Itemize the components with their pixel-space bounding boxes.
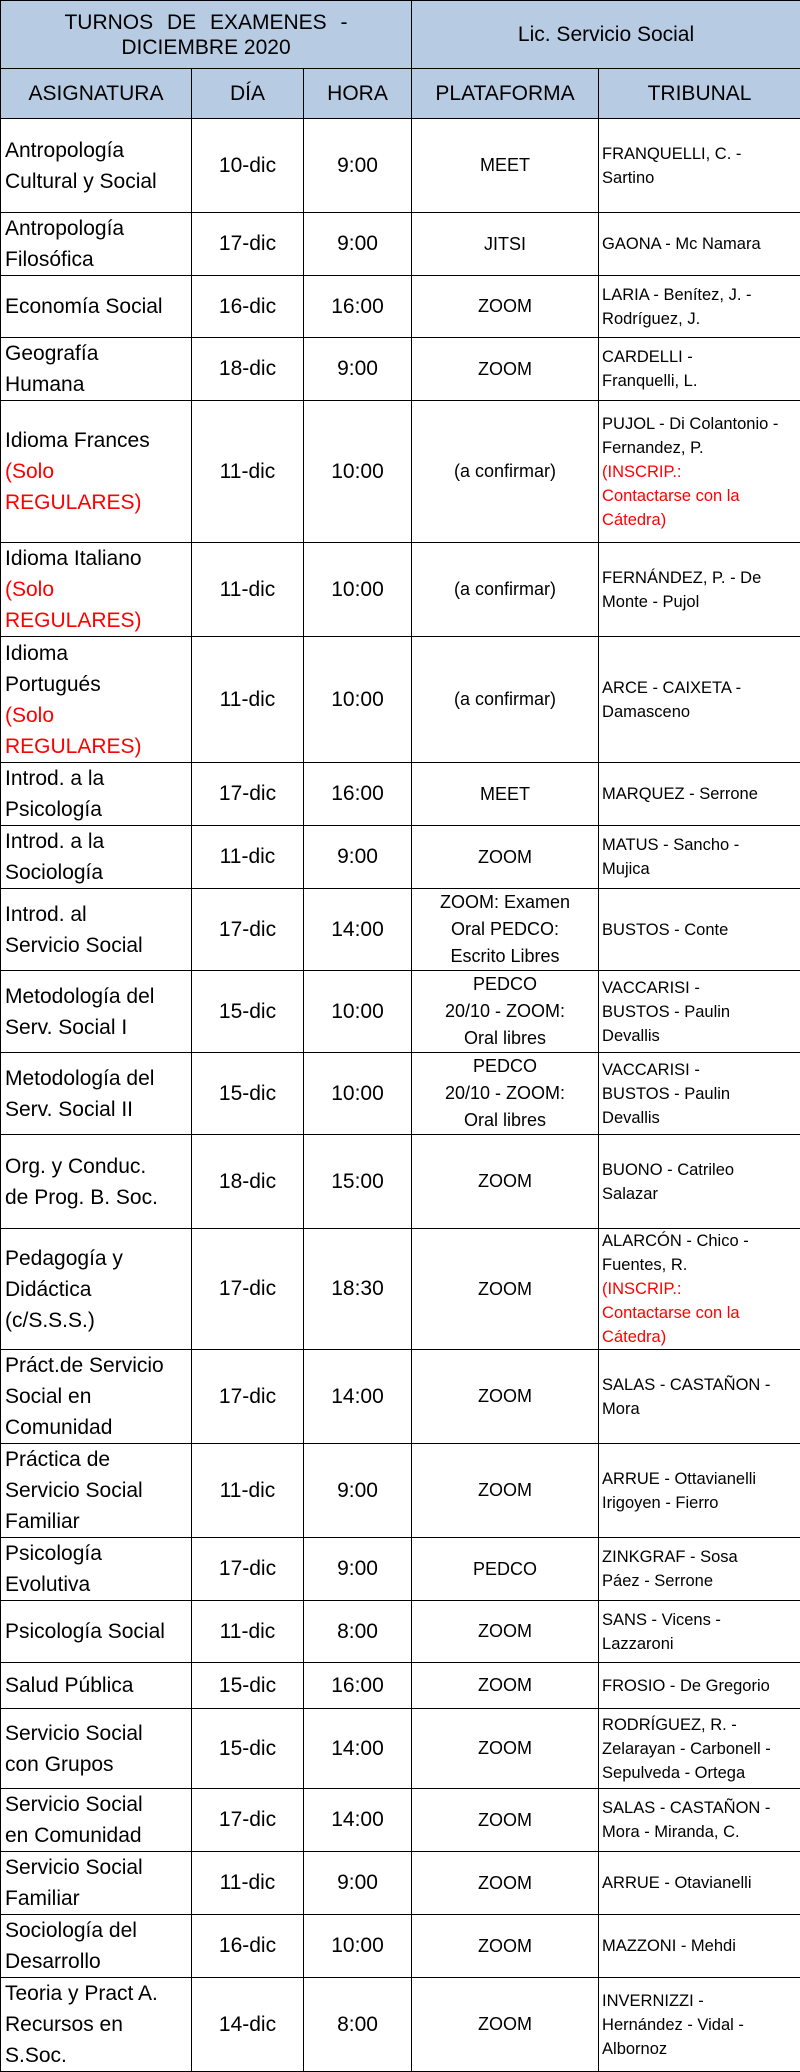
tribunal-line: PUJOL - Di Colantonio - — [602, 412, 800, 436]
inscription-note: Contactarse con la — [602, 484, 800, 508]
day-cell: 15-dic — [192, 971, 304, 1053]
inscription-note: Contactarse con la — [602, 1301, 800, 1325]
subject-line: Geografía — [5, 338, 191, 369]
hour-cell: 10:00 — [304, 637, 412, 763]
day-cell: 18-dic — [192, 1135, 304, 1229]
platform-line: ZOOM — [412, 1618, 598, 1645]
tribunal-line: Monte - Pujol — [602, 590, 800, 614]
subject-line: Práct.de Servicio — [5, 1350, 191, 1381]
day-cell: 17-dic — [192, 1538, 304, 1601]
hour-cell: 10:00 — [304, 543, 412, 637]
subject-line: Didáctica — [5, 1274, 191, 1305]
table-row — [1, 1709, 800, 1789]
platform-cell — [412, 213, 599, 276]
tribunal-line: BUSTOS - Paulin — [602, 1000, 800, 1024]
regulares-note: REGULARES) — [5, 487, 191, 518]
tribunal-line: SALAS - CASTAÑON - — [602, 1796, 800, 1820]
day-cell: 11-dic — [192, 401, 304, 543]
platform-line: ZOOM — [412, 356, 598, 383]
tribunal-line: Franquelli, L. — [602, 369, 800, 393]
day-cell: 11-dic — [192, 1852, 304, 1915]
subject-cell — [1, 1663, 192, 1709]
subject-cell — [1, 1135, 192, 1229]
tribunal-line: Fernandez, P. — [602, 436, 800, 460]
tribunal-cell — [599, 826, 800, 889]
regulares-note: REGULARES) — [5, 731, 191, 762]
subject-line: Antropología — [5, 213, 191, 244]
platform-line: ZOOM — [412, 1735, 598, 1762]
subject-cell — [1, 401, 192, 543]
day-cell: 17-dic — [192, 1350, 304, 1444]
platform-cell — [412, 1663, 599, 1709]
platform-line: PEDCO — [412, 1556, 598, 1583]
tribunal-line: Albornoz — [602, 2037, 800, 2061]
table-row — [1, 637, 800, 763]
subject-line: Servicio Social — [5, 1475, 191, 1506]
tribunal-line: Sartino — [602, 166, 800, 190]
inscription-note: (INSCRIP.: — [602, 460, 800, 484]
table-row — [1, 1601, 800, 1663]
subject-line: Serv. Social I — [5, 1012, 191, 1043]
tribunal-cell — [599, 1663, 800, 1709]
hour-cell: 9:00 — [304, 213, 412, 276]
day-cell: 18-dic — [192, 338, 304, 401]
platform-cell — [412, 763, 599, 826]
column-header-platform: PLATAFORMA — [412, 69, 599, 119]
table-row — [1, 1135, 800, 1229]
table-row — [1, 276, 800, 338]
platform-line: Escrito Libres — [412, 943, 598, 970]
tribunal-cell — [599, 637, 800, 763]
subject-line: Org. y Conduc. — [5, 1151, 191, 1182]
subject-cell — [1, 213, 192, 276]
table-row — [1, 826, 800, 889]
subject-line: Servicio Social — [5, 1789, 191, 1820]
tribunal-cell — [599, 1135, 800, 1229]
career-name: Lic. Servicio Social — [412, 1, 800, 69]
platform-cell — [412, 1444, 599, 1538]
subject-line: Desarrollo — [5, 1946, 191, 1977]
platform-line: ZOOM: Examen — [412, 889, 598, 916]
hour-cell: 16:00 — [304, 276, 412, 338]
subject-line: Pedagogía y — [5, 1243, 191, 1274]
tribunal-line: Mora — [602, 1397, 800, 1421]
hour-cell: 16:00 — [304, 1663, 412, 1709]
hour-cell: 14:00 — [304, 1709, 412, 1789]
inscription-note: Cátedra) — [602, 508, 800, 532]
tribunal-line: Devallis — [602, 1106, 800, 1130]
tribunal-cell — [599, 543, 800, 637]
subject-line: Humana — [5, 369, 191, 400]
tribunal-cell — [599, 1852, 800, 1915]
day-cell: 15-dic — [192, 1663, 304, 1709]
platform-line: (a confirmar) — [412, 576, 598, 603]
hour-cell: 14:00 — [304, 889, 412, 971]
subject-cell — [1, 1709, 192, 1789]
subject-line: Introd. a la — [5, 763, 191, 794]
hour-cell: 14:00 — [304, 1350, 412, 1444]
platform-line: ZOOM — [412, 1870, 598, 1897]
column-header-hour: HORA — [304, 69, 412, 119]
subject-line: Teoria y Pract A. — [5, 1978, 191, 2009]
tribunal-line: ARRUE - Otavianelli — [602, 1871, 800, 1895]
hour-cell: 9:00 — [304, 1538, 412, 1601]
table-row — [1, 1053, 800, 1135]
table-row — [1, 1789, 800, 1852]
tribunal-cell — [599, 338, 800, 401]
platform-line: PEDCO — [412, 1053, 598, 1080]
day-cell: 11-dic — [192, 637, 304, 763]
subject-line: de Prog. B. Soc. — [5, 1182, 191, 1213]
platform-line: ZOOM — [412, 1933, 598, 1960]
schedule-title-line1: TURNOS DE EXAMENES - — [1, 10, 411, 35]
subject-cell — [1, 1350, 192, 1444]
platform-cell — [412, 1915, 599, 1978]
platform-line: MEET — [412, 152, 598, 179]
subject-line: en Comunidad — [5, 1820, 191, 1851]
platform-line: ZOOM — [412, 1276, 598, 1303]
tribunal-line: Fuentes, R. — [602, 1253, 800, 1277]
hour-cell: 9:00 — [304, 119, 412, 213]
subject-cell — [1, 119, 192, 213]
platform-line: 20/10 - ZOOM: — [412, 998, 598, 1025]
table-row — [1, 543, 800, 637]
tribunal-line: GAONA - Mc Namara — [602, 232, 800, 256]
tribunal-line: Zelarayan - Carbonell - — [602, 1737, 800, 1761]
tribunal-line: BUSTOS - Paulin — [602, 1082, 800, 1106]
subject-line: Servicio Social — [5, 1718, 191, 1749]
platform-line: Oral PEDCO: — [412, 916, 598, 943]
subject-cell — [1, 763, 192, 826]
subject-cell — [1, 338, 192, 401]
day-cell: 17-dic — [192, 1229, 304, 1350]
platform-line: ZOOM — [412, 2011, 598, 2038]
tribunal-line: Damasceno — [602, 700, 800, 724]
platform-cell — [412, 971, 599, 1053]
platform-cell — [412, 1135, 599, 1229]
subject-line: Familiar — [5, 1506, 191, 1537]
subject-line: Filosófica — [5, 244, 191, 275]
column-header-row — [1, 69, 800, 119]
tribunal-cell — [599, 889, 800, 971]
table-row — [1, 401, 800, 543]
tribunal-cell — [599, 276, 800, 338]
subject-line: S.Soc. — [5, 2040, 191, 2071]
subject-line: Cultural y Social — [5, 166, 191, 197]
subject-cell — [1, 1601, 192, 1663]
tribunal-cell — [599, 1601, 800, 1663]
hour-cell: 16:00 — [304, 763, 412, 826]
hour-cell: 18:30 — [304, 1229, 412, 1350]
tribunal-line: VACCARISI - — [602, 1058, 800, 1082]
tribunal-cell — [599, 1350, 800, 1444]
table-row — [1, 889, 800, 971]
subject-cell — [1, 971, 192, 1053]
hour-cell: 9:00 — [304, 826, 412, 889]
subject-cell — [1, 1852, 192, 1915]
column-header-tribunal: TRIBUNAL — [599, 69, 800, 119]
table-row — [1, 1444, 800, 1538]
tribunal-line: ALARCÓN - Chico - — [602, 1229, 800, 1253]
platform-cell — [412, 1229, 599, 1350]
tribunal-line: LARIA - Benítez, J. - — [602, 283, 800, 307]
hour-cell: 10:00 — [304, 401, 412, 543]
hour-cell: 9:00 — [304, 1852, 412, 1915]
table-row — [1, 338, 800, 401]
tribunal-cell — [599, 1053, 800, 1135]
tribunal-cell — [599, 1444, 800, 1538]
tribunal-line: ARCE - CAIXETA - — [602, 676, 800, 700]
tribunal-cell — [599, 1709, 800, 1789]
tribunal-line: Rodríguez, J. — [602, 307, 800, 331]
subject-cell — [1, 1789, 192, 1852]
platform-line: ZOOM — [412, 1477, 598, 1504]
table-row — [1, 763, 800, 826]
subject-line: Economía Social — [5, 291, 191, 322]
hour-cell: 14:00 — [304, 1789, 412, 1852]
tribunal-cell — [599, 1789, 800, 1852]
subject-line: Psicología Social — [5, 1616, 191, 1647]
day-cell: 10-dic — [192, 119, 304, 213]
day-cell: 11-dic — [192, 826, 304, 889]
subject-line: Serv. Social II — [5, 1094, 191, 1125]
platform-cell — [412, 1350, 599, 1444]
tribunal-line: SANS - Vicens - — [602, 1608, 800, 1632]
subject-cell — [1, 1538, 192, 1601]
table-row — [1, 1915, 800, 1978]
subject-line: Idioma Italiano — [5, 543, 191, 574]
schedule-title-line2: DICIEMBRE 2020 — [1, 35, 411, 60]
platform-line: MEET — [412, 781, 598, 808]
platform-cell — [412, 1538, 599, 1601]
table-row — [1, 119, 800, 213]
tribunal-line: Irigoyen - Fierro — [602, 1491, 800, 1515]
column-header-day: DÍA — [192, 69, 304, 119]
inscription-note: (INSCRIP.: — [602, 1277, 800, 1301]
day-cell: 15-dic — [192, 1709, 304, 1789]
subject-line: (c/S.S.S.) — [5, 1305, 191, 1336]
tribunal-line: VACCARISI - — [602, 976, 800, 1000]
table-row — [1, 1852, 800, 1915]
hour-cell: 8:00 — [304, 1978, 412, 2072]
platform-cell — [412, 119, 599, 213]
subject-line: Sociología — [5, 857, 191, 888]
platform-line: ZOOM — [412, 1807, 598, 1834]
tribunal-line: CARDELLI - — [602, 345, 800, 369]
platform-line: (a confirmar) — [412, 686, 598, 713]
tribunal-line: MAZZONI - Mehdi — [602, 1934, 800, 1958]
subject-line: Metodología del — [5, 981, 191, 1012]
subject-cell — [1, 1444, 192, 1538]
subject-line: Social en — [5, 1381, 191, 1412]
hour-cell: 8:00 — [304, 1601, 412, 1663]
tribunal-line: Páez - Serrone — [602, 1569, 800, 1593]
subject-line: Servicio Social — [5, 1852, 191, 1883]
tribunal-line: BUONO - Catrileo — [602, 1158, 800, 1182]
subject-cell — [1, 637, 192, 763]
subject-cell — [1, 826, 192, 889]
tribunal-line: INVERNIZZI - — [602, 1989, 800, 2013]
hour-cell: 15:00 — [304, 1135, 412, 1229]
subject-line: Psicología — [5, 794, 191, 825]
platform-cell — [412, 401, 599, 543]
table-row — [1, 1538, 800, 1601]
tribunal-line: Hernández - Vidal - — [602, 2013, 800, 2037]
tribunal-line: FERNÁNDEZ, P. - De — [602, 566, 800, 590]
tribunal-line: Sepulveda - Ortega — [602, 1761, 800, 1785]
subject-cell — [1, 276, 192, 338]
subject-cell — [1, 1229, 192, 1350]
tribunal-cell — [599, 1915, 800, 1978]
platform-cell — [412, 276, 599, 338]
day-cell: 17-dic — [192, 213, 304, 276]
subject-line: Familiar — [5, 1883, 191, 1914]
day-cell: 11-dic — [192, 543, 304, 637]
platform-cell — [412, 1053, 599, 1135]
hour-cell: 10:00 — [304, 1915, 412, 1978]
platform-line: ZOOM — [412, 1383, 598, 1410]
subject-cell — [1, 1053, 192, 1135]
tribunal-cell — [599, 1229, 800, 1350]
tribunal-line: MARQUEZ - Serrone — [602, 782, 800, 806]
subject-line: Introd. a la — [5, 826, 191, 857]
tribunal-line: Mora - Miranda, C. — [602, 1820, 800, 1844]
tribunal-line: Lazzaroni — [602, 1632, 800, 1656]
subject-line: Portugués — [5, 669, 191, 700]
subject-line: Servicio Social — [5, 930, 191, 961]
tribunal-cell — [599, 1538, 800, 1601]
platform-line: 20/10 - ZOOM: — [412, 1080, 598, 1107]
subject-line: Antropología — [5, 135, 191, 166]
day-cell: 17-dic — [192, 889, 304, 971]
subject-line: Idioma Frances — [5, 425, 191, 456]
subject-line: Idioma — [5, 638, 191, 669]
subject-line: Introd. al — [5, 899, 191, 930]
subject-line: con Grupos — [5, 1749, 191, 1780]
platform-cell — [412, 889, 599, 971]
tribunal-line: FRANQUELLI, C. - — [602, 142, 800, 166]
hour-cell: 9:00 — [304, 338, 412, 401]
platform-cell — [412, 1789, 599, 1852]
platform-cell — [412, 543, 599, 637]
platform-cell — [412, 1601, 599, 1663]
subject-line: Recursos en — [5, 2009, 191, 2040]
tribunal-line: Devallis — [602, 1024, 800, 1048]
title-row — [1, 1, 800, 69]
tribunal-line: ZINKGRAF - Sosa — [602, 1545, 800, 1569]
platform-cell — [412, 338, 599, 401]
subject-line: Evolutiva — [5, 1569, 191, 1600]
day-cell: 17-dic — [192, 1789, 304, 1852]
subject-line: Salud Pública — [5, 1670, 191, 1701]
regulares-note: (Solo — [5, 700, 191, 731]
platform-line: ZOOM — [412, 844, 598, 871]
hour-cell: 10:00 — [304, 971, 412, 1053]
tribunal-line: Salazar — [602, 1182, 800, 1206]
tribunal-cell — [599, 1978, 800, 2072]
column-header-subject: ASIGNATURA — [1, 69, 192, 119]
regulares-note: REGULARES) — [5, 605, 191, 636]
regulares-note: (Solo — [5, 456, 191, 487]
platform-line: ZOOM — [412, 293, 598, 320]
day-cell: 11-dic — [192, 1601, 304, 1663]
hour-cell: 10:00 — [304, 1053, 412, 1135]
platform-cell — [412, 637, 599, 763]
subject-cell — [1, 889, 192, 971]
tribunal-line: SALAS - CASTAÑON - — [602, 1373, 800, 1397]
platform-line: Oral libres — [412, 1025, 598, 1052]
platform-cell — [412, 1852, 599, 1915]
tribunal-line: RODRÍGUEZ, R. - — [602, 1713, 800, 1737]
tribunal-cell — [599, 971, 800, 1053]
table-row — [1, 1663, 800, 1709]
day-cell: 14-dic — [192, 1978, 304, 2072]
table-row — [1, 1978, 800, 2072]
tribunal-line: ARRUE - Ottavianelli — [602, 1467, 800, 1491]
tribunal-line: MATUS - Sancho - — [602, 833, 800, 857]
tribunal-cell — [599, 213, 800, 276]
day-cell: 17-dic — [192, 763, 304, 826]
platform-cell — [412, 1709, 599, 1789]
subject-line: Sociología del — [5, 1915, 191, 1946]
inscription-note: Cátedra) — [602, 1325, 800, 1349]
day-cell: 16-dic — [192, 276, 304, 338]
table-row — [1, 213, 800, 276]
tribunal-line: BUSTOS - Conte — [602, 918, 800, 942]
platform-line: ZOOM — [412, 1168, 598, 1195]
subject-line: Práctica de — [5, 1444, 191, 1475]
table-row — [1, 971, 800, 1053]
tribunal-cell — [599, 763, 800, 826]
tribunal-cell — [599, 119, 800, 213]
schedule-title — [1, 1, 412, 69]
platform-line: Oral libres — [412, 1107, 598, 1134]
day-cell: 15-dic — [192, 1053, 304, 1135]
day-cell: 16-dic — [192, 1915, 304, 1978]
subject-line: Psicología — [5, 1538, 191, 1569]
tribunal-line: FROSIO - De Gregorio — [602, 1674, 800, 1698]
platform-line: JITSI — [412, 231, 598, 258]
table-row — [1, 1229, 800, 1350]
platform-line: ZOOM — [412, 1672, 598, 1699]
subject-cell — [1, 1915, 192, 1978]
day-cell: 11-dic — [192, 1444, 304, 1538]
platform-line: (a confirmar) — [412, 458, 598, 485]
hour-cell: 9:00 — [304, 1444, 412, 1538]
subject-cell — [1, 543, 192, 637]
tribunal-cell — [599, 401, 800, 543]
tribunal-line: Mujica — [602, 857, 800, 881]
platform-line: PEDCO — [412, 971, 598, 998]
schedule-rows — [1, 119, 800, 2072]
platform-cell — [412, 826, 599, 889]
platform-cell — [412, 1978, 599, 2072]
regulares-note: (Solo — [5, 574, 191, 605]
subject-cell — [1, 1978, 192, 2072]
subject-line: Metodología del — [5, 1063, 191, 1094]
subject-line: Comunidad — [5, 1412, 191, 1443]
table-row — [1, 1350, 800, 1444]
